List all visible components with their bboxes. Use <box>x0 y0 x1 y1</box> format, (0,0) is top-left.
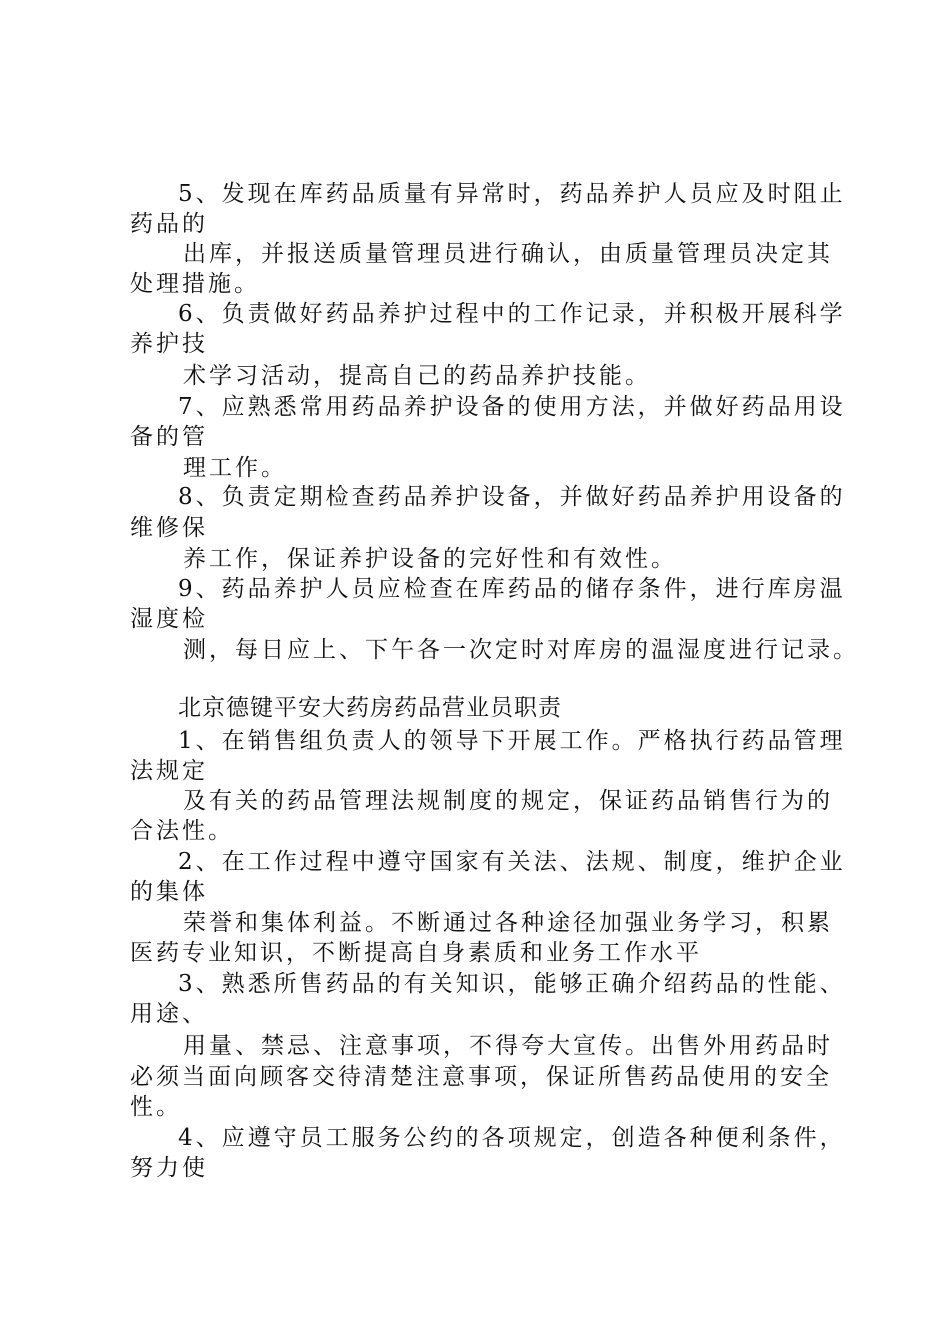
paragraph-line: 6、负责做好药品养护过程中的工作记录，并积极开展科学 <box>178 301 846 327</box>
paragraph-line: 备的管 <box>130 424 208 450</box>
paragraph-line: 维修保 <box>130 515 208 541</box>
paragraph-line: 养工作，保证养护设备的完好性和有效性。 <box>183 546 677 572</box>
paragraph-line: 用途、 <box>130 1001 208 1027</box>
paragraph-line: 术学习活动，提高自己的药品养护技能。 <box>183 363 651 389</box>
paragraph-line: 2、在工作过程中遵守国家有关法、法规、制度，维护企业 <box>178 849 846 875</box>
paragraph-line: 的集体 <box>130 879 208 905</box>
paragraph-line: 出库，并报送质量管理员进行确认，由质量管理员决定其 <box>183 241 833 267</box>
paragraph-line: 5、发现在库药品质量有异常时，药品养护人员应及时阻止 <box>178 181 846 207</box>
paragraph-line: 养护技 <box>130 331 208 357</box>
paragraph-line: 必须当面向顾客交待清楚注意事项，保证所售药品使用的安全 <box>130 1064 832 1090</box>
paragraph-line: 湿度检 <box>130 606 208 632</box>
paragraph-line: 及有关的药品管理法规制度的规定，保证药品销售行为的 <box>183 788 833 814</box>
paragraph-line: 3、熟悉所售药品的有关知识，能够正确介绍药品的性能、 <box>178 971 846 997</box>
paragraph-line: 药品的 <box>130 211 208 237</box>
paragraph-line: 努力使 <box>130 1155 208 1181</box>
paragraph-line: 合法性。 <box>130 818 234 844</box>
paragraph-line: 性。 <box>130 1094 182 1120</box>
paragraph-line: 8、负责定期检查药品养护设备，并做好药品养护用设备的 <box>178 484 846 510</box>
paragraph-line: 用量、禁忌、注意事项，不得夸大宣传。出售外用药品时 <box>183 1033 833 1059</box>
paragraph-line: 9、药品养护人员应检查在库药品的储存条件，进行库房温 <box>178 576 846 602</box>
paragraph-line: 处理措施。 <box>130 271 260 297</box>
paragraph-line: 1、在销售组负责人的领导下开展工作。严格执行药品管理 <box>178 728 846 754</box>
paragraph-line: 4、应遵守员工服务公约的各项规定，创造各种便利条件， <box>178 1125 846 1151</box>
paragraph-line: 法规定 <box>130 758 208 784</box>
paragraph-line: 荣誉和集体利益。不断通过各种途径加强业务学习，积累 <box>183 910 833 936</box>
paragraph-line: 7、应熟悉常用药品养护设备的使用方法，并做好药品用设 <box>178 394 846 420</box>
paragraph-line: 医药专业知识，不断提高自身素质和业务工作水平 <box>130 940 702 966</box>
paragraph-line: 理工作。 <box>183 455 287 481</box>
section-heading: 北京德键平安大药房药品营业员职责 <box>178 695 562 721</box>
paragraph-line: 测，每日应上、下午各一次定时对库房的温湿度进行记录。 <box>183 637 859 663</box>
